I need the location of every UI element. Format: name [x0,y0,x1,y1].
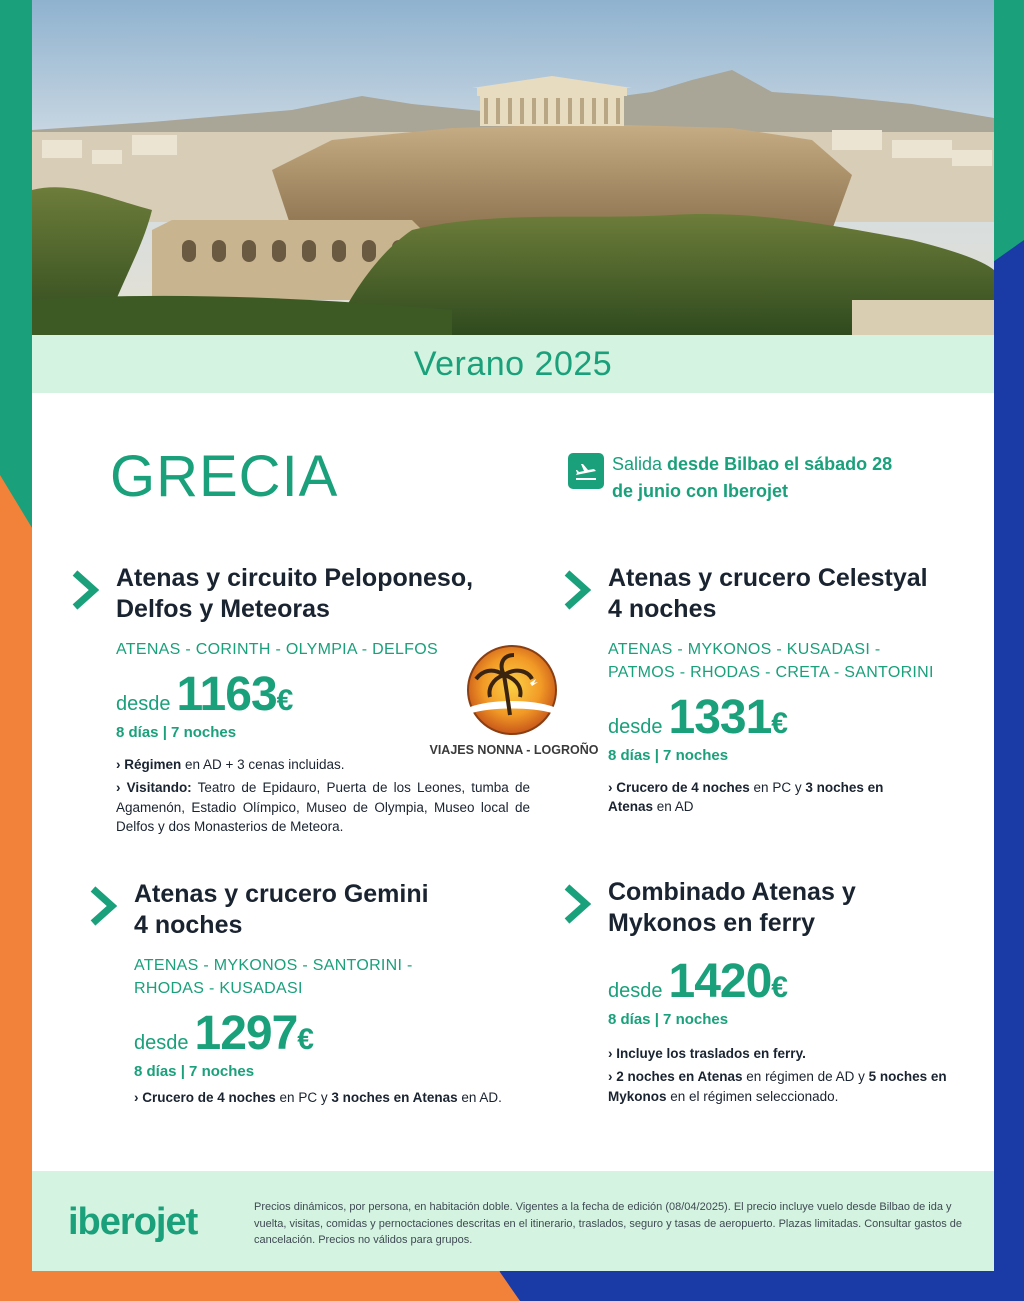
detail-bold: › Incluye los traslados en ferry. [608,1045,806,1061]
route-line1: ATENAS - MYKONOS - SANTORINI - [134,956,413,974]
offer-price [608,954,962,1009]
offer-duration: 8 días | 7 noches [608,1010,729,1028]
offer-card-mykonos [562,877,962,1110]
palm-tree-logo-icon [462,645,562,735]
fine-print: Precios dinámicos, por persona, en habitación doble. Vigentes a la fecha de edición (08/04/2025). El precio incluye vuelo desde Bilbao de ida y vuelta, visitas, comidas y pernoctaciones descritas en el itinerario, traslados, seguro y tasas de aeropuerto. Plazas limitadas. Consultar gastos de cancelación. Precios no válidos para grupos. [254,1201,963,1246]
detail-text: en el régimen seleccionado. [666,1088,839,1104]
offer-title-line1: Atenas y crucero Celestyal [608,564,928,592]
route-line1: ATENAS - MYKONOS - KUSADASI - [608,640,881,658]
offer-title-line1: Atenas y circuito Peloponeso, [116,564,474,592]
detail-text: en AD [653,799,694,815]
offer-route [608,638,962,684]
detail-text: en AD. [457,1089,502,1105]
route-line2: PATMOS - RHODAS - CRETA - SANTORINI [608,663,934,681]
detail-text: en PC y [275,1089,332,1105]
departure-strong: desde Bilbao el sábado 28 [667,454,893,474]
detail-bold: 3 noches en [805,779,884,795]
departure-lead: Salida [612,454,668,474]
offer-title [608,877,962,940]
offer-details [608,778,962,817]
price-amount: 1420 [668,954,772,1008]
chevron-right-icon [562,883,592,925]
detail-bold: Atenas [608,799,654,815]
footer [32,1171,994,1271]
departure-text [612,451,892,505]
price-prefix: desde [134,1031,189,1054]
offer-title-line1: Atenas y crucero Gemini [134,880,429,908]
offer-price [134,1006,538,1061]
detail-text: en AD + 3 cenas incluidas. [181,756,345,772]
offer-title [116,563,530,626]
offer-title [134,879,538,942]
detail-bold: › Crucero de 4 noches [134,1089,276,1105]
price-currency: € [297,1022,314,1056]
price-amount: 1331 [668,690,772,744]
blue-decor-bottom [500,1271,1024,1301]
offer-title-line1: Combinado Atenas y [608,878,856,906]
offer-route: ATENAS - CORINTH - OLYMPIA - DELFOS [116,640,438,658]
offer-title-line2: Delfos y Meteoras [116,595,330,624]
hero-photo [32,0,994,335]
route-line2: RHODAS - KUSADASI [134,979,303,997]
departure-line2: de junio con Iberojet [612,481,789,501]
detail-bold: › Régimen [116,756,182,772]
detail-text: en régimen de AD y [742,1069,869,1085]
season-bar [32,335,994,393]
price-prefix: desde [608,979,663,1002]
iberojet-logo: iberojet [68,1201,198,1243]
offer-duration: 8 días | 7 noches [608,746,729,764]
chevron-right-icon [562,569,592,611]
offer-title-line2: Mykonos en ferry [608,909,816,938]
main-content [32,393,994,1171]
detail-bold: 3 noches en Atenas [331,1089,458,1105]
chevron-right-icon [88,885,118,927]
price-currency: € [276,683,294,717]
price-amount: 1297 [194,1006,298,1060]
offer-title-line2: 4 noches [134,911,243,940]
destination-title: GRECIA [110,444,339,509]
offer-duration: 8 días | 7 noches [116,723,237,741]
offer-route [134,954,538,1000]
agency-name: VIAJES NONNA - LOGROÑO [429,743,599,757]
offer-details [608,1044,962,1107]
departure-info [568,451,892,505]
detail-bold: › Visitando: [116,780,192,796]
detail-bold: › 2 noches en Atenas [608,1069,743,1085]
orange-decor-bottom [0,1271,520,1301]
chevron-right-icon [70,569,100,611]
offer-card-gemini [88,879,538,1111]
offer-title-line2: 4 noches [608,595,717,624]
offer-details [116,755,530,837]
season-label: Verano 2025 [413,344,613,383]
detail-text: en PC y [749,779,806,795]
offer-card-peloponeso [70,563,530,841]
offer-title [608,563,962,626]
offer-card-celestyal [562,563,962,821]
price-prefix: desde [608,715,663,738]
price-amount: 1163 [176,667,277,721]
price-currency: € [771,706,788,740]
plane-icon [568,453,604,489]
offer-details [134,1088,538,1108]
detail-bold: 5 noches en Mykonos [608,1069,947,1104]
price-currency: € [771,970,788,1004]
detail-text: Teatro de Epidauro, Puerta de los Leones, tumba de Agamenón, Estadio Olímpico, Museo de Olympia, Museo local de Delfos y dos Monasterios de Meteora. [116,780,530,835]
detail-bold: › Crucero de 4 noches [608,779,750,795]
offer-price [608,690,962,745]
price-prefix: desde [116,692,171,715]
offer-duration: 8 días | 7 noches [134,1062,255,1080]
